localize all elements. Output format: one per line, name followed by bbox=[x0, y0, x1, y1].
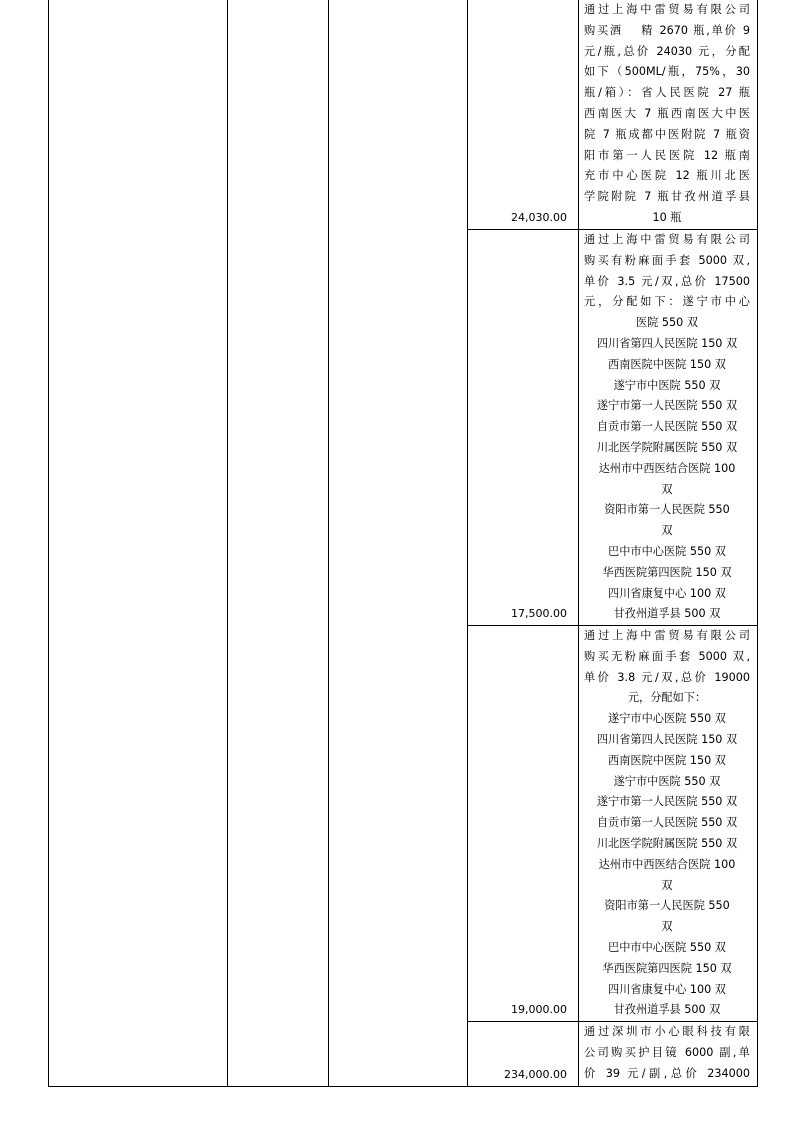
row-1-line: 院 7 瓶成都中医附院 7 瓶资 bbox=[584, 127, 750, 141]
row-3-line: 单价 3.8 元/双,总价 19000 bbox=[584, 670, 750, 684]
row-2-line: 甘孜州道孚县 500 双 bbox=[613, 607, 721, 621]
row-2-amount: 17,500.00 bbox=[511, 607, 567, 620]
row-2-line: 四川省康复中心 100 双 bbox=[608, 586, 726, 600]
row-1-line: 瓶/箱）：省人民医院 27 瓶 bbox=[584, 86, 750, 100]
row-2-line: 遂宁市中医院 550 双 bbox=[613, 378, 721, 392]
row-3-line: 通过上海中雷贸易有限公司 bbox=[584, 629, 750, 642]
row-2-line: 元，分配如下：遂宁市中心 bbox=[584, 295, 750, 309]
row-3-line: 双 bbox=[661, 920, 673, 934]
row-2-line: 医院 550 双 bbox=[635, 316, 699, 330]
row-2-line: 达州市中西医结合医院 100 bbox=[598, 461, 736, 475]
row-3-line: 遂宁市中心医院 550 双 bbox=[608, 712, 726, 726]
row-3-line: 四川省第四人民医院 150 双 bbox=[596, 732, 738, 746]
row-2-line: 资阳市第一人民医院 550 bbox=[604, 503, 730, 517]
row-2-line: 巴中市中心医院 550 双 bbox=[608, 544, 726, 558]
column-divider-1 bbox=[227, 0, 228, 1087]
row-1-line: 西南医大 7 瓶西南医大中医 bbox=[584, 106, 750, 120]
row-2-line: 双 bbox=[661, 482, 673, 496]
row-3-line: 四川省康复中心 100 双 bbox=[608, 982, 726, 996]
row-3-description bbox=[584, 626, 750, 1021]
row-2-line: 四川省第四人民医院 150 双 bbox=[596, 336, 738, 350]
row-1-line: 学院附院 7 瓶甘孜州道孚县 bbox=[584, 190, 750, 204]
row-2-line: 通过上海中雷贸易有限公司 bbox=[584, 233, 750, 246]
row-4-amount: 234,000.00 bbox=[504, 1068, 567, 1081]
row-3-line: 购买无粉麻面手套 5000 双, bbox=[584, 649, 750, 663]
table-border-bottom bbox=[48, 1086, 758, 1087]
row-3-line: 资阳市第一人民医院 550 bbox=[604, 899, 730, 913]
column-divider-2 bbox=[328, 0, 329, 1087]
row-3-line: 元，分配如下： bbox=[627, 691, 707, 705]
row-3-line: 双 bbox=[661, 878, 673, 892]
row-2-description bbox=[584, 230, 750, 625]
row-1-amount: 24,030.00 bbox=[511, 211, 567, 224]
column-divider-3 bbox=[467, 0, 468, 1087]
row-1-line: 充市中心医院 12 瓶川北医 bbox=[584, 169, 750, 183]
row-1-line: 通过上海中雷贸易有限公司 bbox=[584, 3, 750, 16]
row-1-description bbox=[584, 0, 750, 229]
row-2-line: 购买有粉麻面手套 5000 双, bbox=[584, 253, 750, 267]
row-3-line: 遂宁市中医院 550 双 bbox=[613, 774, 721, 788]
row-4-line: 通过深圳市小心眼科技有限 bbox=[584, 1025, 750, 1038]
row-2-line: 单价 3.5 元/双,总价 17500 bbox=[584, 274, 750, 288]
row-3-line: 达州市中西医结合医院 100 bbox=[598, 857, 736, 871]
row-2-line: 遂宁市第一人民医院 550 双 bbox=[596, 399, 738, 413]
row-2-line: 双 bbox=[661, 524, 673, 538]
row-1-line: 元/瓶,总价 24030 元，分配 bbox=[584, 44, 750, 58]
row-1-line: 购买酒 精 2670 瓶,单价 9 bbox=[584, 23, 750, 37]
row-4-description bbox=[584, 1022, 750, 1084]
row-3-line: 自贡市第一人民医院 550 双 bbox=[596, 816, 738, 830]
row-2-line: 西南医院中医院 150 双 bbox=[608, 357, 726, 371]
row-1-line: 阳市第一人民医院 12 瓶南 bbox=[584, 148, 750, 162]
row-3-line: 巴中市中心医院 550 双 bbox=[608, 940, 726, 954]
row-2-line: 川北医学院附属医院 550 双 bbox=[596, 440, 738, 454]
row-3-line: 遂宁市第一人民医院 550 双 bbox=[596, 795, 738, 809]
row-4-line: 价 39 元/副,总价 234000 bbox=[584, 1066, 750, 1080]
row-3-line: 甘孜州道孚县 500 双 bbox=[613, 1003, 721, 1017]
table-border-right bbox=[757, 0, 758, 1087]
row-2-line: 自贡市第一人民医院 550 双 bbox=[596, 420, 738, 434]
row-2-line: 华西医院第四医院 150 双 bbox=[602, 565, 732, 579]
row-1-line: 10 瓶 bbox=[652, 210, 682, 224]
table-border-left bbox=[48, 0, 49, 1087]
row-4-line: 公司购买护目镜 6000 副,单 bbox=[584, 1045, 750, 1059]
row-3-line: 西南医院中医院 150 双 bbox=[608, 753, 726, 767]
row-3-line: 川北医学院附属医院 550 双 bbox=[596, 836, 738, 850]
row-1-line: 如下（500ML/瓶，75%，30 bbox=[584, 65, 750, 79]
column-divider-4 bbox=[578, 0, 579, 1087]
row-3-line: 华西医院第四医院 150 双 bbox=[602, 961, 732, 975]
row-3-amount: 19,000.00 bbox=[511, 1003, 567, 1016]
